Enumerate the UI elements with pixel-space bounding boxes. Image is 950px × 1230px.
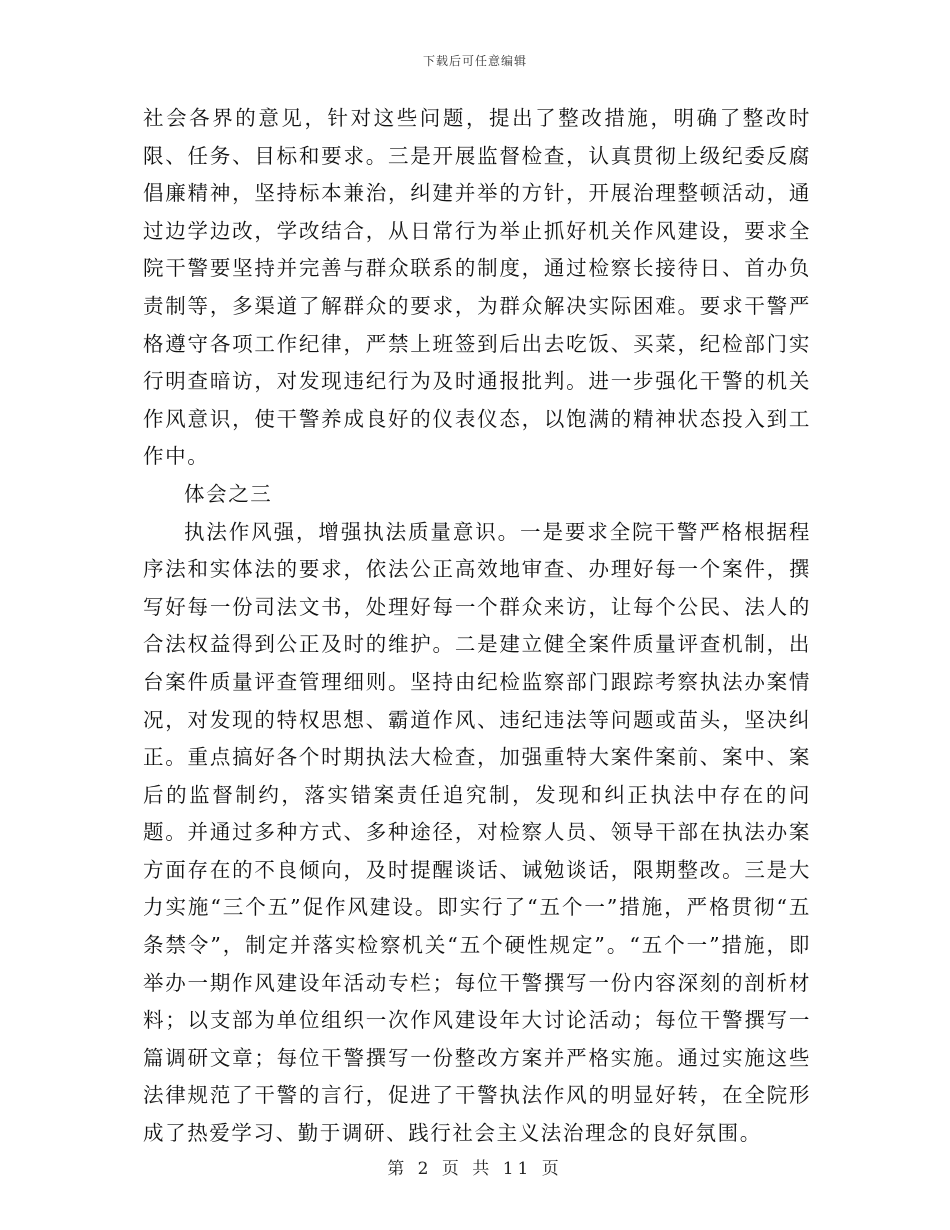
paragraph-enforcement: 执法作风强，增强执法质量意识。一是要求全院干警严格根据程序法和实体法的要求，依法公正高效地审查、办理好每一个案件，撰写好每一份司法文书，处理好每一个群众来访，让每个公民、法人的合法权益得到公正及时的维护。二是建立健全案件质量评查机制，出台案件质量评查管理细则。坚持由纪检监察部门跟踪考察执法办案情况，对发现的特权思想、霸道作风、违纪违法等问题或苗头，坚决纠正。重点搞好各个时期执法大检查，加强重特大案件案前、案中、案后的监督制约，落实错案责任追究制，发现和纠正执法中存在的问题。并通过多种方式、多种途径，对检察人员、领导干部在执法办案方面存在的不良倾向，及时提醒谈话、诫勉谈话，限期整改。三是大力实施“三个五”促作风建设。即实行了“五个一”措施，严格贯彻“五条禁令”，制定并落实检察机关“五个硬性规定”。“五个一”措施，即举办一期作风建设年活动专栏；每位干警撰写一份内容深刻的剖析材料；以支部为单位组织一次作风建设年大讨论活动；每位干警撰写一篇调研文章；每位干警撰写一份整改方案并严格实施。通过实施这些法律规范了干警的言行，促进了干警执法作风的明显好转，在全院形成了热爱学习、勤于调研、践行社会主义法治理念的良好氛围。 [143, 519, 811, 1146]
document-body [143, 100, 811, 1153]
page-number-footer: 第 2 页 共 11 页 [387, 1159, 563, 1179]
paragraph-continuation: 社会各界的意见，针对这些问题，提出了整改措施，明确了整改时限、任务、目标和要求。三是开展监督检查，认真贯彻上级纪委反腐倡廉精神，坚持标本兼治，纠建并举的方针，开展治理整顿活动，通过边学边改，学改结合，从日常行为举止抓好机关作风建设，要求全院干警要坚持并完善与群众联系的制度，通过检察长接待日、首办负责制等，多渠道了解群众的要求，为群众解决实际困难。要求干警严格遵守各项工作纪律，严禁上班签到后出去吃饭、买菜，纪检部门实行明查暗访，对发现违纪行为及时通报批判。进一步强化干警的机关作风意识，使干警养成良好的仪表仪态，以饱满的精神状态投入到工作中。 [143, 106, 811, 469]
section-heading: 体会之三 [184, 481, 273, 506]
page-header: 下载后可任意编辑 [422, 54, 527, 68]
